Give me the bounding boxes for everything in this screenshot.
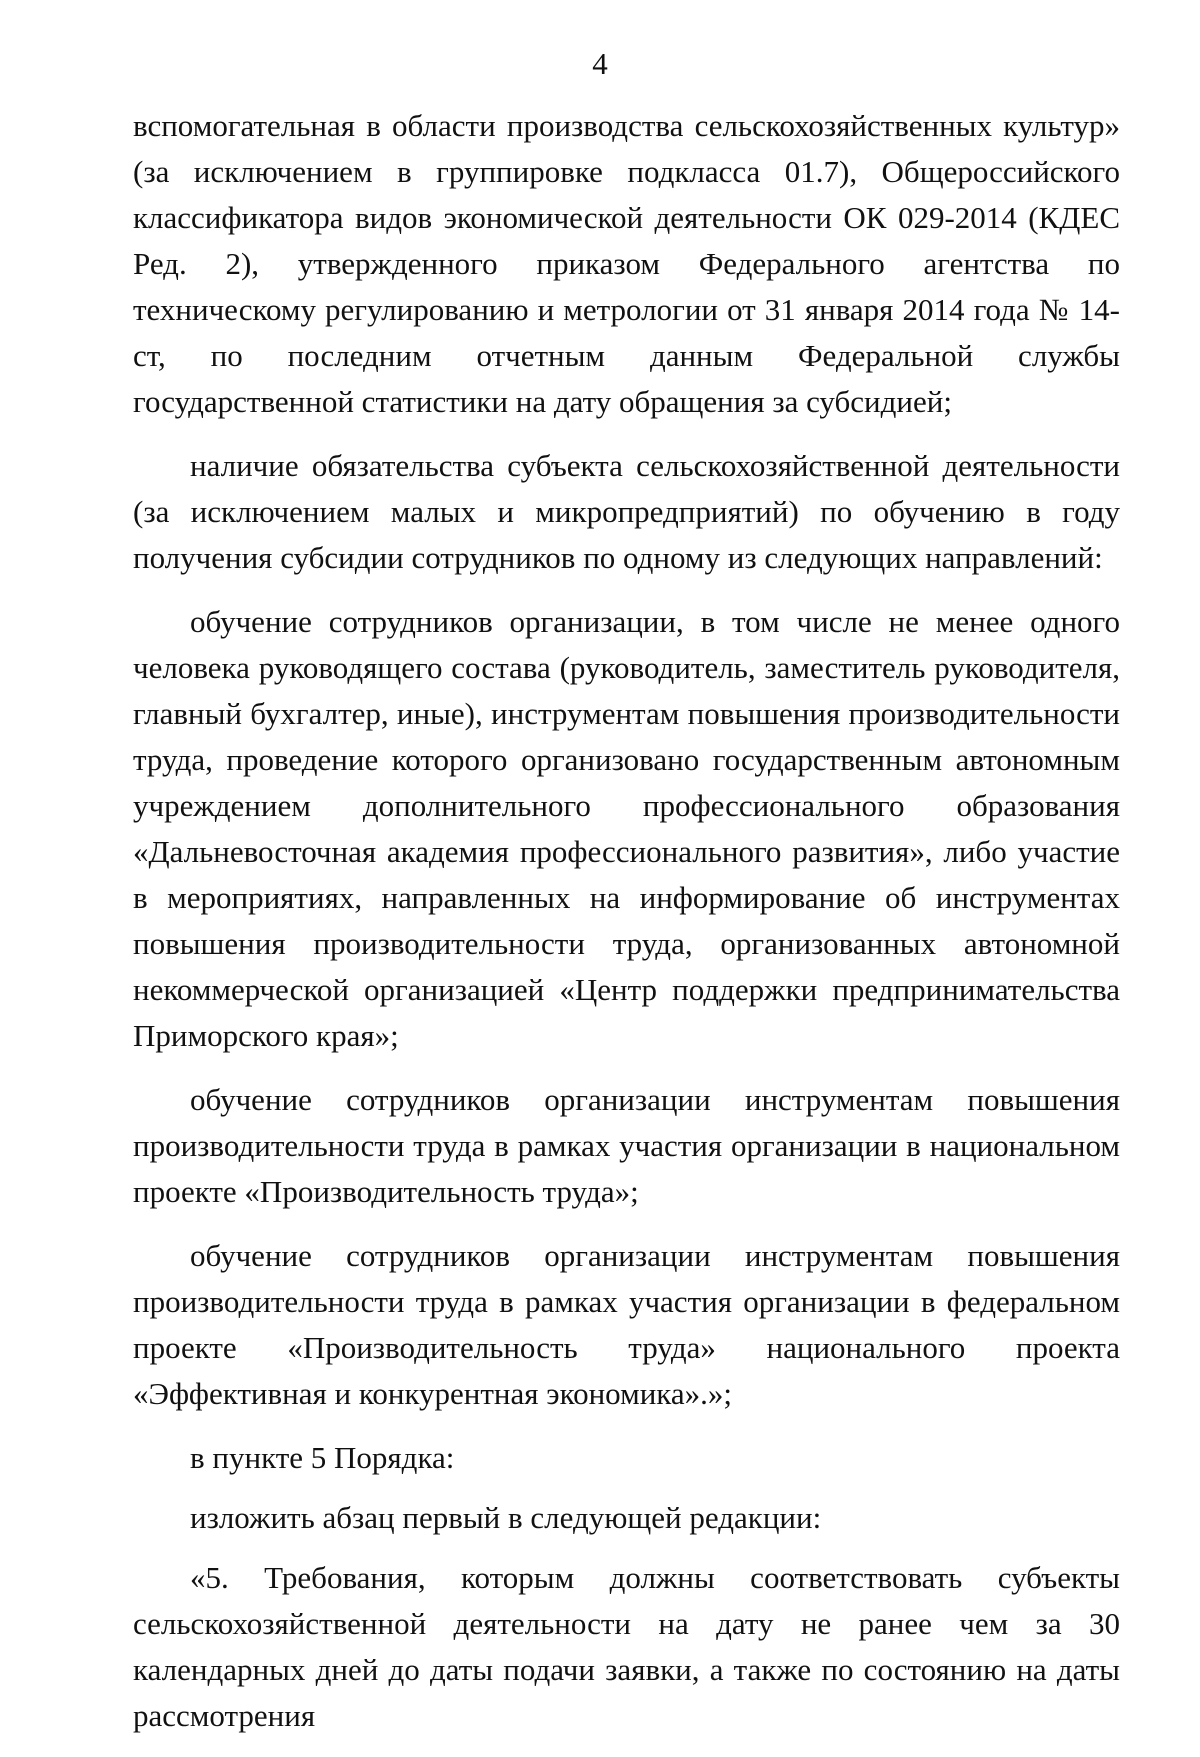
paragraph-requirements: «5. Требования, которым должны соответствовать субъекты сельскохозяйственной деятельности на дату не ранее чем за 30 календарных дней до даты подачи заявки, а также по состоянию на даты рассмотрения — [133, 1560, 1120, 1733]
paragraph-training-academy: обучение сотрудников организации, в том числе не менее одного человека руководящего состава (руководитель, заместитель руководителя, главный бухгалтер, иные), инструментам повышения производительности труда, проведение которого организовано государственным автономным учреждением дополнительного профессионального образования «Дальневосточная академия профессионального развития», либо участие в мероприятиях, направленных на информирование об инструментах повышения производительности труда, организованных автономной некоммерческой организацией «Центр поддержки предпринимательства Приморского края»; — [133, 604, 1120, 1053]
paragraph-okved-classification: вспомогательная в области производства сельскохозяйственных культур» (за исключением в группировке подкласса 01.7), Общероссийского классификатора видов экономической деятельности ОК 029-2014 (КДЕС Ред. 2), утвержденного приказом Федерального агентства по техническому регулированию и метрологии от 31 января 2014 года № 14-ст, по последним отчетным данным Федеральной службы государственной статистики на дату обращения за субсидией; — [133, 108, 1120, 419]
paragraph-training-obligation: наличие обязательства субъекта сельскохозяйственной деятельности (за исключением малых и микропредприятий) по обучению в году получения субсидии сотрудников по одному из следующих направлений: — [133, 448, 1120, 575]
paragraph-point-5: в пункте 5 Порядка: — [190, 1440, 455, 1475]
page-number: 4 — [592, 46, 608, 81]
document-body — [133, 103, 1120, 1757]
paragraph-first-paragraph-edit: изложить абзац первый в следующей редакции: — [190, 1500, 822, 1535]
paragraph-training-federal-project: обучение сотрудников организации инструментам повышения производительности труда в рамках участия организации в федеральном проекте «Производительность труда» национального проекта «Эффективная и конкурентная экономика».»; — [133, 1238, 1120, 1411]
paragraph-training-national-project: обучение сотрудников организации инструментам повышения производительности труда в рамках участия организации в национальном проекте «Производительность труда»; — [133, 1082, 1120, 1209]
